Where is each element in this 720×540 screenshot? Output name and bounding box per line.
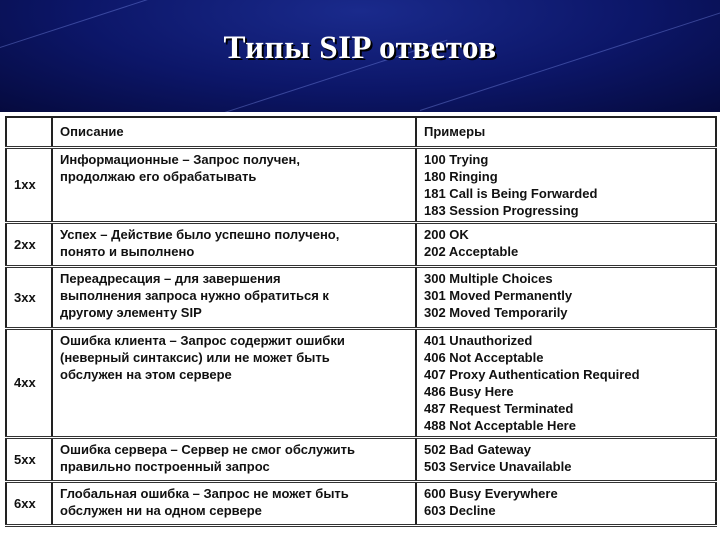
response-description bbox=[52, 266, 416, 328]
table-row bbox=[6, 147, 716, 222]
response-examples-line: 488 Not Acceptable Here bbox=[424, 417, 576, 433]
response-examples-line: 180 Ringing bbox=[424, 168, 498, 184]
response-class-code: 3xx bbox=[6, 266, 52, 328]
header-cell-examples: Примеры bbox=[416, 117, 716, 147]
sip-response-table-container bbox=[5, 116, 715, 536]
slide-header bbox=[0, 0, 720, 112]
response-description-line: Успех – Действие было успешно получено, bbox=[60, 226, 340, 242]
table-row bbox=[6, 481, 716, 525]
response-description-line: обслужен ни на одном сервере bbox=[60, 502, 262, 518]
response-examples-line: 503 Service Unavailable bbox=[424, 458, 572, 474]
response-examples-line: 487 Request Terminated bbox=[424, 400, 574, 416]
table-row bbox=[6, 328, 716, 437]
response-examples-line: 202 Acceptable bbox=[424, 243, 519, 259]
response-examples bbox=[416, 437, 716, 481]
response-class-code: 2xx bbox=[6, 222, 52, 266]
table-row bbox=[6, 266, 716, 328]
response-examples-line: 181 Call is Being Forwarded bbox=[424, 185, 598, 201]
response-description-line: продолжаю его обрабатывать bbox=[60, 168, 257, 184]
table-header-row bbox=[6, 117, 716, 147]
header-cell-description: Описание bbox=[52, 117, 416, 147]
response-examples bbox=[416, 328, 716, 437]
response-description-line: (неверный синтаксис) или не может быть bbox=[60, 349, 330, 365]
response-description-line: Ошибка клиента – Запрос содержит ошибки bbox=[60, 332, 345, 348]
response-description-line: понято и выполнено bbox=[60, 243, 195, 259]
sip-response-table bbox=[5, 116, 717, 527]
response-examples-line: 300 Multiple Choices bbox=[424, 270, 553, 286]
response-examples-line: 406 Not Acceptable bbox=[424, 349, 544, 365]
response-examples bbox=[416, 222, 716, 266]
response-examples-line: 302 Moved Temporarily bbox=[424, 304, 568, 320]
response-description-line: Ошибка сервера – Сервер не смог обслужить bbox=[60, 441, 355, 457]
response-examples bbox=[416, 147, 716, 222]
response-examples-line: 401 Unauthorized bbox=[424, 332, 533, 348]
response-description-line: обслужен на этом сервере bbox=[60, 366, 232, 382]
header-cell-code bbox=[6, 117, 52, 147]
response-examples-line: 100 Trying bbox=[424, 151, 489, 167]
response-description bbox=[52, 328, 416, 437]
response-examples-line: 301 Moved Permanently bbox=[424, 287, 573, 303]
response-examples-line: 486 Busy Here bbox=[424, 383, 514, 399]
response-class-code: 4xx bbox=[6, 328, 52, 437]
response-examples-line: 600 Busy Everywhere bbox=[424, 485, 558, 501]
response-examples-line: 200 OK bbox=[424, 226, 469, 242]
table-row bbox=[6, 437, 716, 481]
table-row bbox=[6, 222, 716, 266]
response-description bbox=[52, 147, 416, 222]
response-examples bbox=[416, 481, 716, 525]
response-description-line: Информационные – Запрос получен, bbox=[60, 151, 301, 167]
response-description bbox=[52, 481, 416, 525]
response-description-line: выполнения запроса нужно обратиться к bbox=[60, 287, 329, 303]
response-description bbox=[52, 437, 416, 481]
response-class-code: 6xx bbox=[6, 481, 52, 525]
response-description-line: Переадресация – для завершения bbox=[60, 270, 281, 286]
response-examples-line: 407 Proxy Authentication Required bbox=[424, 366, 640, 382]
response-description-line: правильно построенный запрос bbox=[60, 458, 270, 474]
response-examples-line: 502 Bad Gateway bbox=[424, 441, 531, 457]
response-examples-line: 603 Decline bbox=[424, 502, 496, 518]
response-description-line: другому элементу SIP bbox=[60, 304, 202, 320]
response-class-code: 5xx bbox=[6, 437, 52, 481]
response-examples bbox=[416, 266, 716, 328]
response-class-code: 1xx bbox=[6, 147, 52, 222]
response-description bbox=[52, 222, 416, 266]
response-description-line: Глобальная ошибка – Запрос не может быть bbox=[60, 485, 349, 501]
slide-title: Типы SIP ответов bbox=[223, 30, 497, 66]
table-body bbox=[6, 117, 716, 525]
response-examples-line: 183 Session Progressing bbox=[424, 202, 579, 218]
